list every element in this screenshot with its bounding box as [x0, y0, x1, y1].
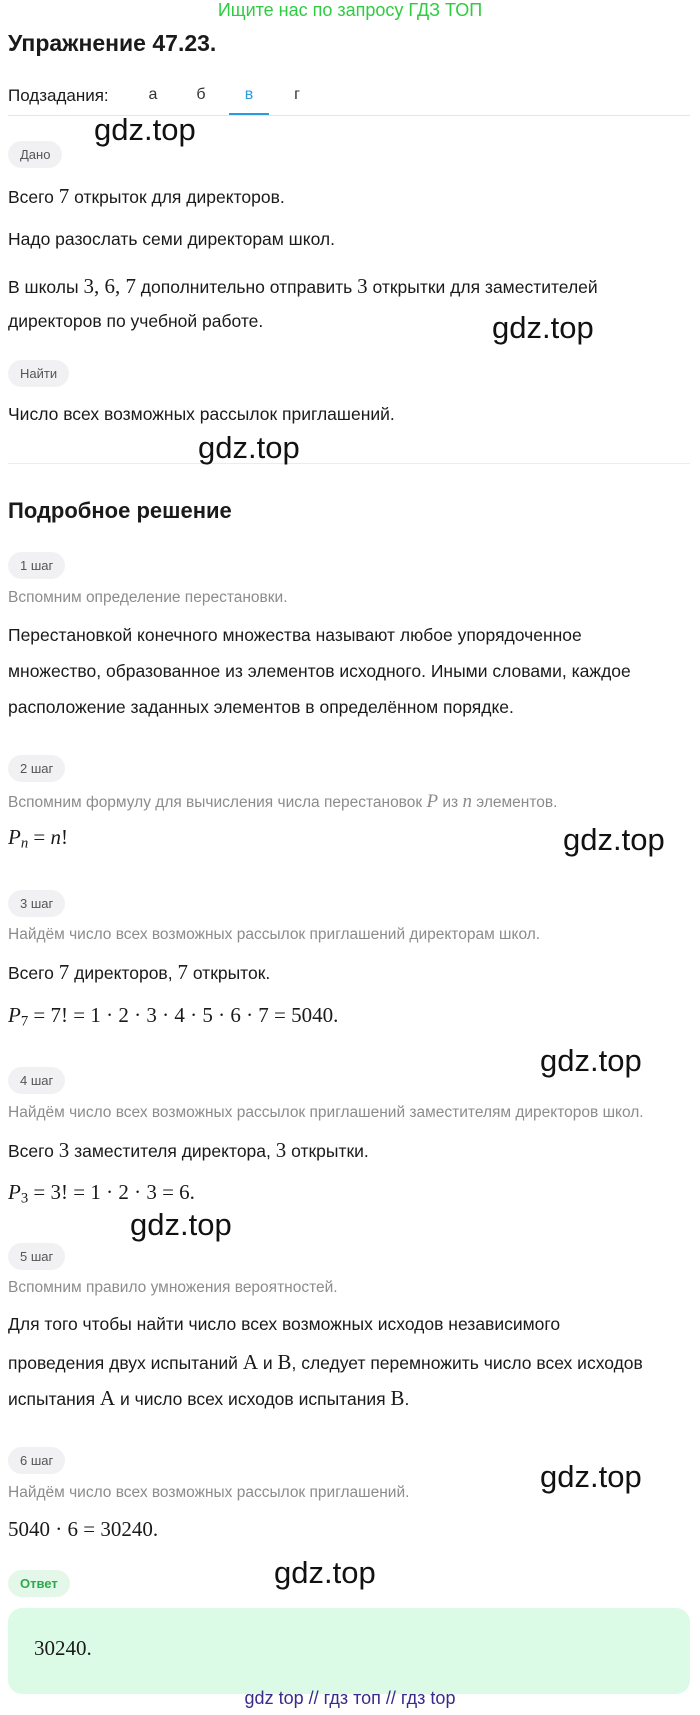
- answer-pill: Ответ: [8, 1570, 70, 1597]
- step-1-line-3: расположение заданных элементов в определённом порядке.: [8, 697, 514, 717]
- step-4-formula: $P_3 = 3$! = 1 · 2 · 3 = 6.: [8, 1180, 195, 1207]
- watermark: gdz.top: [198, 430, 300, 465]
- answer-value: 30240.: [34, 1636, 92, 1660]
- step-1-line-1: Перестановкой конечного множества называют любое упорядоченное: [8, 625, 582, 645]
- watermark: gdz.top: [540, 1459, 642, 1494]
- watermark: gdz.top: [94, 112, 196, 147]
- step-1-pill: 1 шаг: [8, 552, 65, 579]
- watermark: gdz.top: [274, 1555, 376, 1590]
- step-4-hint: Найдём число всех возможных рассылок приглашений заместителям директоров школ.: [8, 1104, 644, 1121]
- answer-box: [8, 1608, 690, 1694]
- step-5-line-3: испытания A и число всех исходов испытания B.: [8, 1386, 410, 1410]
- watermark: gdz.top: [563, 822, 665, 857]
- tab-subtask-b[interactable]: б: [196, 86, 206, 103]
- page-title: Упражнение 47.23.: [8, 30, 217, 56]
- step-6-hint: Найдём число всех возможных рассылок приглашений.: [8, 1484, 410, 1501]
- step-6-formula: 5040 · 6 = 30240.: [8, 1517, 159, 1541]
- tab-subtask-v[interactable]: в: [244, 86, 254, 103]
- step-3-line: Всего 7 директоров, 7 открыток.: [8, 960, 271, 984]
- step-5-line-2: проведения двух испытаний A и B, следует перемножить число всех исходов: [8, 1350, 643, 1374]
- tab-subtask-a[interactable]: а: [148, 86, 158, 103]
- step-1-line-2: множество, образованное из элементов исходного. Иными словами, каждое: [8, 661, 631, 681]
- given-line-3: В школы 3, 6, 7 дополнительно отправить 3 открытки для заместителей: [8, 274, 598, 298]
- step-3-pill: 3 шаг: [8, 890, 65, 917]
- step-4-pill: 4 шаг: [8, 1067, 65, 1094]
- footer-links[interactable]: gdz top // гдз топ // гдз top: [244, 1688, 456, 1708]
- watermark: gdz.top: [130, 1207, 232, 1242]
- step-5-hint: Вспомним правило умножения вероятностей.: [8, 1279, 338, 1296]
- step-3-formula: $P_7 = 7$! = 1 · 2 · 3 · 4 · 5 · 6 · 7 = 5040.: [8, 1003, 339, 1030]
- subtasks-label: Подзадания:: [8, 86, 109, 105]
- given-line-2: Надо разослать семи директорам школ.: [8, 229, 335, 249]
- section-divider: [8, 463, 690, 464]
- step-2-hint: Вспомним формулу для вычисления числа перестановок P из n элементов.: [8, 791, 558, 812]
- tab-subtask-g[interactable]: г: [294, 86, 300, 103]
- given-line-4: директоров по учебной работе.: [8, 311, 264, 331]
- given-line-1: Всего 7 открыток для директоров.: [8, 184, 285, 208]
- step-5-pill: 5 шаг: [8, 1243, 65, 1270]
- watermark: gdz.top: [540, 1043, 642, 1078]
- given-pill: Дано: [8, 141, 62, 168]
- step-6-pill: 6 шаг: [8, 1447, 65, 1474]
- find-text: Число всех возможных рассылок приглашений.: [8, 404, 395, 424]
- solution-title: Подробное решение: [8, 498, 232, 523]
- step-5-line-1: Для того чтобы найти число всех возможных исходов независимого: [8, 1314, 561, 1334]
- step-1-hint: Вспомним определение перестановки.: [8, 589, 288, 606]
- watermark: gdz.top: [492, 310, 594, 345]
- step-4-line: Всего 3 заместителя директора, 3 открытки.: [8, 1138, 369, 1162]
- search-banner: Ищите нас по запросу ГДЗ ТОП: [217, 0, 483, 20]
- step-2-pill: 2 шаг: [8, 755, 65, 782]
- active-tab-indicator: [229, 113, 269, 115]
- find-pill: Найти: [8, 360, 69, 387]
- step-3-hint: Найдём число всех возможных рассылок приглашений директорам школ.: [8, 926, 541, 943]
- step-2-formula: $P_n = n$!: [8, 825, 69, 852]
